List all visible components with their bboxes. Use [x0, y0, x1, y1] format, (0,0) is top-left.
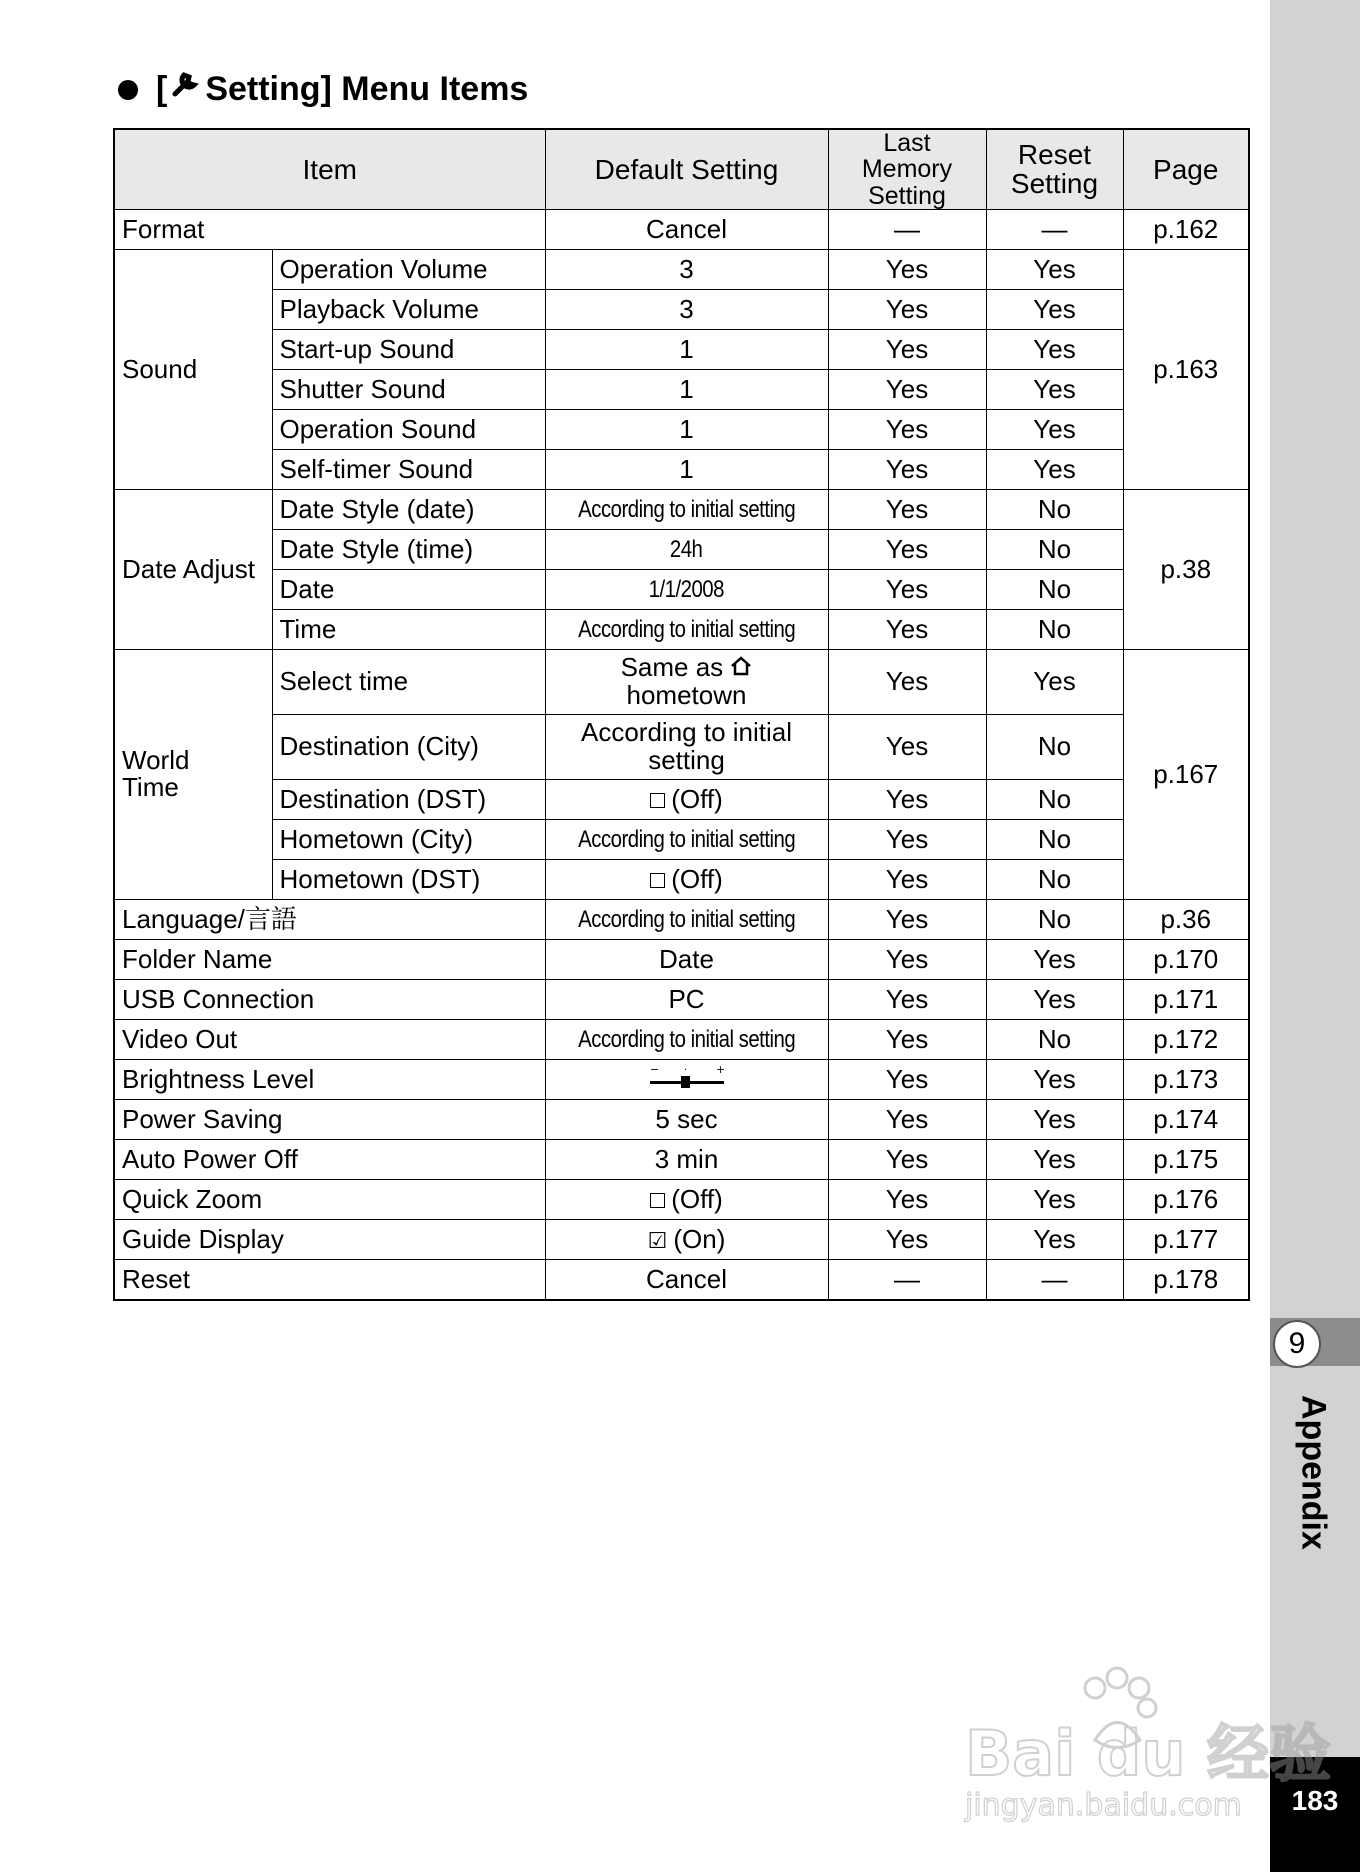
table-row — [114, 979, 1249, 1019]
table-row — [114, 209, 1249, 249]
last-memory-value: Yes — [828, 449, 986, 489]
page-number: 183 — [1270, 1757, 1360, 1872]
last-memory-value: Yes — [828, 249, 986, 289]
table-row — [114, 714, 1249, 779]
item-name: Language/言語 — [114, 899, 545, 939]
page-ref: p.171 — [1123, 979, 1249, 1019]
last-memory-value: Yes — [828, 409, 986, 449]
reset-value: Yes — [986, 249, 1123, 289]
reset-value: No — [986, 569, 1123, 609]
table-row — [114, 1179, 1249, 1219]
default-value: According to initial setting — [545, 609, 828, 649]
default-value: 5 sec — [545, 1099, 828, 1139]
reset-value: No — [986, 779, 1123, 819]
group-world-time: World Time — [114, 649, 272, 899]
title-suffix: Setting] Menu Items — [205, 70, 529, 108]
last-memory-value: Yes — [828, 1179, 986, 1219]
sub-item-name: Operation Sound — [272, 409, 545, 449]
default-value: Date — [545, 939, 828, 979]
item-name: Brightness Level — [114, 1059, 545, 1099]
table-row — [114, 569, 1249, 609]
table-row — [114, 1139, 1249, 1179]
svg-text:+: + — [715, 1062, 725, 1076]
page-ref: p.174 — [1123, 1099, 1249, 1139]
item-name: Video Out — [114, 1019, 545, 1059]
wrench-icon — [171, 70, 201, 109]
last-memory-value: Yes — [828, 529, 986, 569]
default-value: 3 — [545, 249, 828, 289]
last-memory-value: Yes — [828, 859, 986, 899]
bullet-icon — [118, 80, 138, 100]
default-value: 1 — [545, 449, 828, 489]
reset-value: Yes — [986, 409, 1123, 449]
default-value: 3 — [545, 289, 828, 329]
last-memory-value: Yes — [828, 1099, 986, 1139]
reset-value: — — [986, 1259, 1123, 1300]
reset-value: Yes — [986, 369, 1123, 409]
table-row — [114, 1099, 1249, 1139]
page-title — [118, 70, 528, 109]
last-memory-value: Yes — [828, 329, 986, 369]
table-row — [114, 249, 1249, 289]
sub-item-name: Destination (DST) — [272, 779, 545, 819]
reset-value: Yes — [986, 1059, 1123, 1099]
default-value: Cancel — [545, 209, 828, 249]
item-name: Reset — [114, 1259, 545, 1300]
home-icon — [730, 652, 752, 682]
reset-value: Yes — [986, 1139, 1123, 1179]
reset-value: No — [986, 1019, 1123, 1059]
last-memory-value: — — [828, 209, 986, 249]
reset-value: Yes — [986, 1179, 1123, 1219]
last-memory-value: Yes — [828, 1059, 986, 1099]
table-row — [114, 369, 1249, 409]
page-ref: p.170 — [1123, 939, 1249, 979]
reset-value: Yes — [986, 289, 1123, 329]
checkbox-empty-icon — [650, 1193, 665, 1208]
default-value: According to initial setting — [545, 489, 828, 529]
sub-item-name: Playback Volume — [272, 289, 545, 329]
default-value: According to initial setting — [545, 1019, 828, 1059]
group-date-adjust: Date Adjust — [114, 489, 272, 649]
sub-item-name: Date Style (time) — [272, 529, 545, 569]
reset-value: Yes — [986, 979, 1123, 1019]
item-name: Quick Zoom — [114, 1179, 545, 1219]
page-ref: p.178 — [1123, 1259, 1249, 1300]
reset-value: No — [986, 899, 1123, 939]
svg-text:−: − — [649, 1062, 659, 1076]
watermark-url: jingyan.baidu.com — [965, 1788, 1242, 1823]
reset-value: — — [986, 209, 1123, 249]
group-sound: Sound — [114, 249, 272, 489]
reset-value: Yes — [986, 939, 1123, 979]
table-row — [114, 1219, 1249, 1259]
brightness-level-icon — [648, 1064, 726, 1095]
table-row — [114, 449, 1249, 489]
reset-value: Yes — [986, 1219, 1123, 1259]
sub-item-name: Self-timer Sound — [272, 449, 545, 489]
page-ref: p.167 — [1123, 649, 1249, 899]
default-value: (Off) — [545, 779, 828, 819]
default-value: (Off) — [545, 1179, 828, 1219]
reset-value: Yes — [986, 449, 1123, 489]
table-row — [114, 899, 1249, 939]
page-ref: p.36 — [1123, 899, 1249, 939]
default-value: 1 — [545, 409, 828, 449]
sub-item-name: Time — [272, 609, 545, 649]
last-memory-value: — — [828, 1259, 986, 1300]
last-memory-value: Yes — [828, 979, 986, 1019]
last-memory-value: Yes — [828, 939, 986, 979]
table-row — [114, 1019, 1249, 1059]
table-header-row — [114, 129, 1249, 209]
page-ref: p.163 — [1123, 249, 1249, 489]
item-name: Folder Name — [114, 939, 545, 979]
default-value: According to initial setting — [545, 819, 828, 859]
item-name: Format — [114, 209, 545, 249]
header-item: Item — [114, 129, 545, 209]
table-row — [114, 409, 1249, 449]
sub-item-name: Select time — [272, 649, 545, 714]
default-value: According to initial setting — [545, 899, 828, 939]
watermark-logo-text: Bai du 经验 — [965, 1717, 1332, 1790]
table-row — [114, 779, 1249, 819]
table-row — [114, 859, 1249, 899]
last-memory-value: Yes — [828, 609, 986, 649]
page-ref: p.175 — [1123, 1139, 1249, 1179]
default-value: 1 — [545, 329, 828, 369]
last-memory-value: Yes — [828, 369, 986, 409]
sub-item-name: Date — [272, 569, 545, 609]
sub-item-name: Shutter Sound — [272, 369, 545, 409]
last-memory-value: Yes — [828, 1019, 986, 1059]
table-row — [114, 939, 1249, 979]
sub-item-name: Hometown (DST) — [272, 859, 545, 899]
last-memory-value: Yes — [828, 1219, 986, 1259]
reset-value: Yes — [986, 1099, 1123, 1139]
chapter-number: 9 — [1273, 1320, 1321, 1368]
chapter-label: Appendix — [1294, 1395, 1333, 1550]
table-row — [114, 329, 1249, 369]
page-ref: p.173 — [1123, 1059, 1249, 1099]
reset-value: Yes — [986, 329, 1123, 369]
svg-text:·: · — [683, 1064, 687, 1076]
page-ref: p.38 — [1123, 489, 1249, 649]
header-default: Default Setting — [545, 129, 828, 209]
checkbox-checked-icon: ☑ — [647, 1227, 668, 1253]
reset-value: No — [986, 819, 1123, 859]
default-value: 24h — [545, 529, 828, 569]
sub-item-name: Operation Volume — [272, 249, 545, 289]
sub-item-name: Destination (City) — [272, 714, 545, 779]
sub-item-name: Hometown (City) — [272, 819, 545, 859]
table-row — [114, 529, 1249, 569]
checkbox-empty-icon — [650, 873, 665, 888]
last-memory-value: Yes — [828, 819, 986, 859]
last-memory-value: Yes — [828, 649, 986, 714]
last-memory-value: Yes — [828, 714, 986, 779]
last-memory-value: Yes — [828, 289, 986, 329]
title-prefix: [ — [156, 70, 168, 108]
page-ref: p.176 — [1123, 1179, 1249, 1219]
table-row — [114, 609, 1249, 649]
default-value: PC — [545, 979, 828, 1019]
default-value: (Off) — [545, 859, 828, 899]
settings-table — [113, 128, 1250, 1301]
table-row — [114, 1059, 1249, 1099]
reset-value: No — [986, 859, 1123, 899]
default-value: According to initial setting — [545, 714, 828, 779]
reset-value: No — [986, 714, 1123, 779]
last-memory-value: Yes — [828, 489, 986, 529]
default-value: 3 min — [545, 1139, 828, 1179]
reset-value: No — [986, 489, 1123, 529]
reset-value: Yes — [986, 649, 1123, 714]
item-name: USB Connection — [114, 979, 545, 1019]
table-row — [114, 1259, 1249, 1300]
reset-value: No — [986, 529, 1123, 569]
last-memory-value: Yes — [828, 899, 986, 939]
default-value: Cancel — [545, 1259, 828, 1300]
header-reset: Reset Setting — [986, 129, 1123, 209]
page-ref: p.172 — [1123, 1019, 1249, 1059]
checkbox-empty-icon — [650, 793, 665, 808]
last-memory-value: Yes — [828, 779, 986, 819]
default-value: Same as hometown — [545, 649, 828, 714]
page-ref: p.177 — [1123, 1219, 1249, 1259]
reset-value: No — [986, 609, 1123, 649]
last-memory-value: Yes — [828, 1139, 986, 1179]
header-page: Page — [1123, 129, 1249, 209]
last-memory-value: Yes — [828, 569, 986, 609]
table-row — [114, 289, 1249, 329]
item-name: Guide Display — [114, 1219, 545, 1259]
item-name: Power Saving — [114, 1099, 545, 1139]
table-row — [114, 489, 1249, 529]
default-value: 1/1/2008 — [545, 569, 828, 609]
default-value: ☑ (On) — [545, 1219, 828, 1259]
sub-item-name: Start-up Sound — [272, 329, 545, 369]
header-last-memory: Last Memory Setting — [828, 129, 986, 209]
table-row — [114, 649, 1249, 714]
default-value: 1 — [545, 369, 828, 409]
default-value — [545, 1059, 828, 1099]
sub-item-name: Date Style (date) — [272, 489, 545, 529]
item-name: Auto Power Off — [114, 1139, 545, 1179]
page-ref: p.162 — [1123, 209, 1249, 249]
table-row — [114, 819, 1249, 859]
